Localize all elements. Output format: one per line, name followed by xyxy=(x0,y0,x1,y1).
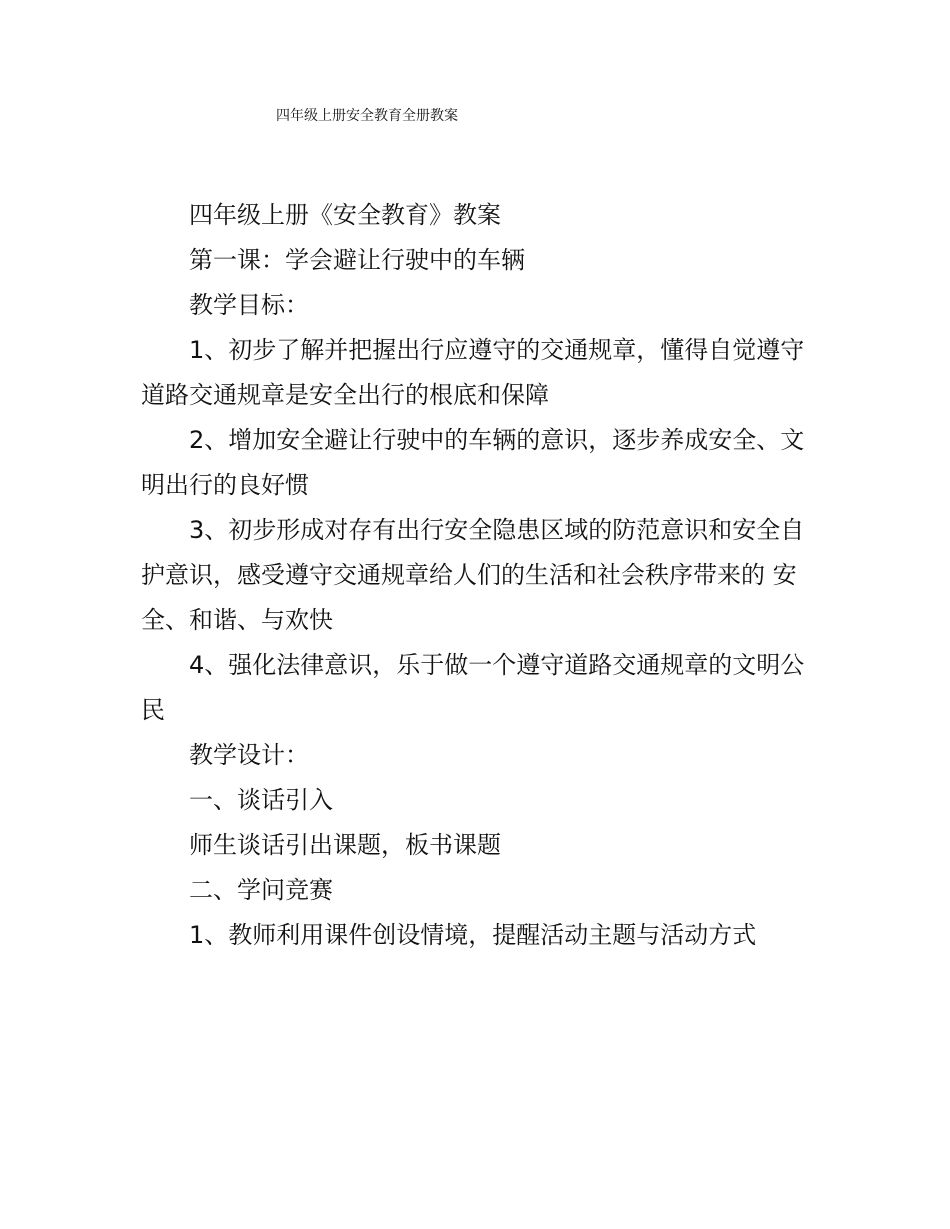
page-header-title: 四年级上册安全教育全册教案 xyxy=(276,108,458,124)
objective-item-4: 4、强化法律意识，乐于做一个遵守道路交通规章的文明公民 xyxy=(141,651,805,724)
document-body xyxy=(141,193,811,958)
design-step-2-heading: 二、学问竞赛 xyxy=(189,876,333,904)
section-heading-objectives: 教学目标： xyxy=(189,291,309,319)
objective-item-3: 3、初步形成对存有出行安全隐患区域的防范意识和安全自护意识，感受遵守交通规章给人们的生活和社会秩序带来的 安全、和谐、与欢快 xyxy=(141,516,805,634)
objective-item-2: 2、增加安全避让行驶中的车辆的意识，逐步养成安全、文明出行的良好惯 xyxy=(141,426,805,499)
design-step-1-heading: 一、谈话引入 xyxy=(189,786,333,814)
design-step-1-text: 师生谈话引出课题，板书课题 xyxy=(189,831,501,859)
design-step-2-item-1: 1、教师利用课件创设情境，提醒活动主题与活动方式 xyxy=(189,921,757,949)
document-title: 四年级上册《安全教育》教案 xyxy=(189,201,501,229)
section-heading-design: 教学设计： xyxy=(189,741,309,769)
lesson-title: 第一课：学会避让行驶中的车辆 xyxy=(189,246,525,274)
objective-item-1: 1、初步了解并把握出行应遵守的交通规章，懂得自觉遵守道路交通规章是安全出行的根底和保障 xyxy=(141,336,805,409)
